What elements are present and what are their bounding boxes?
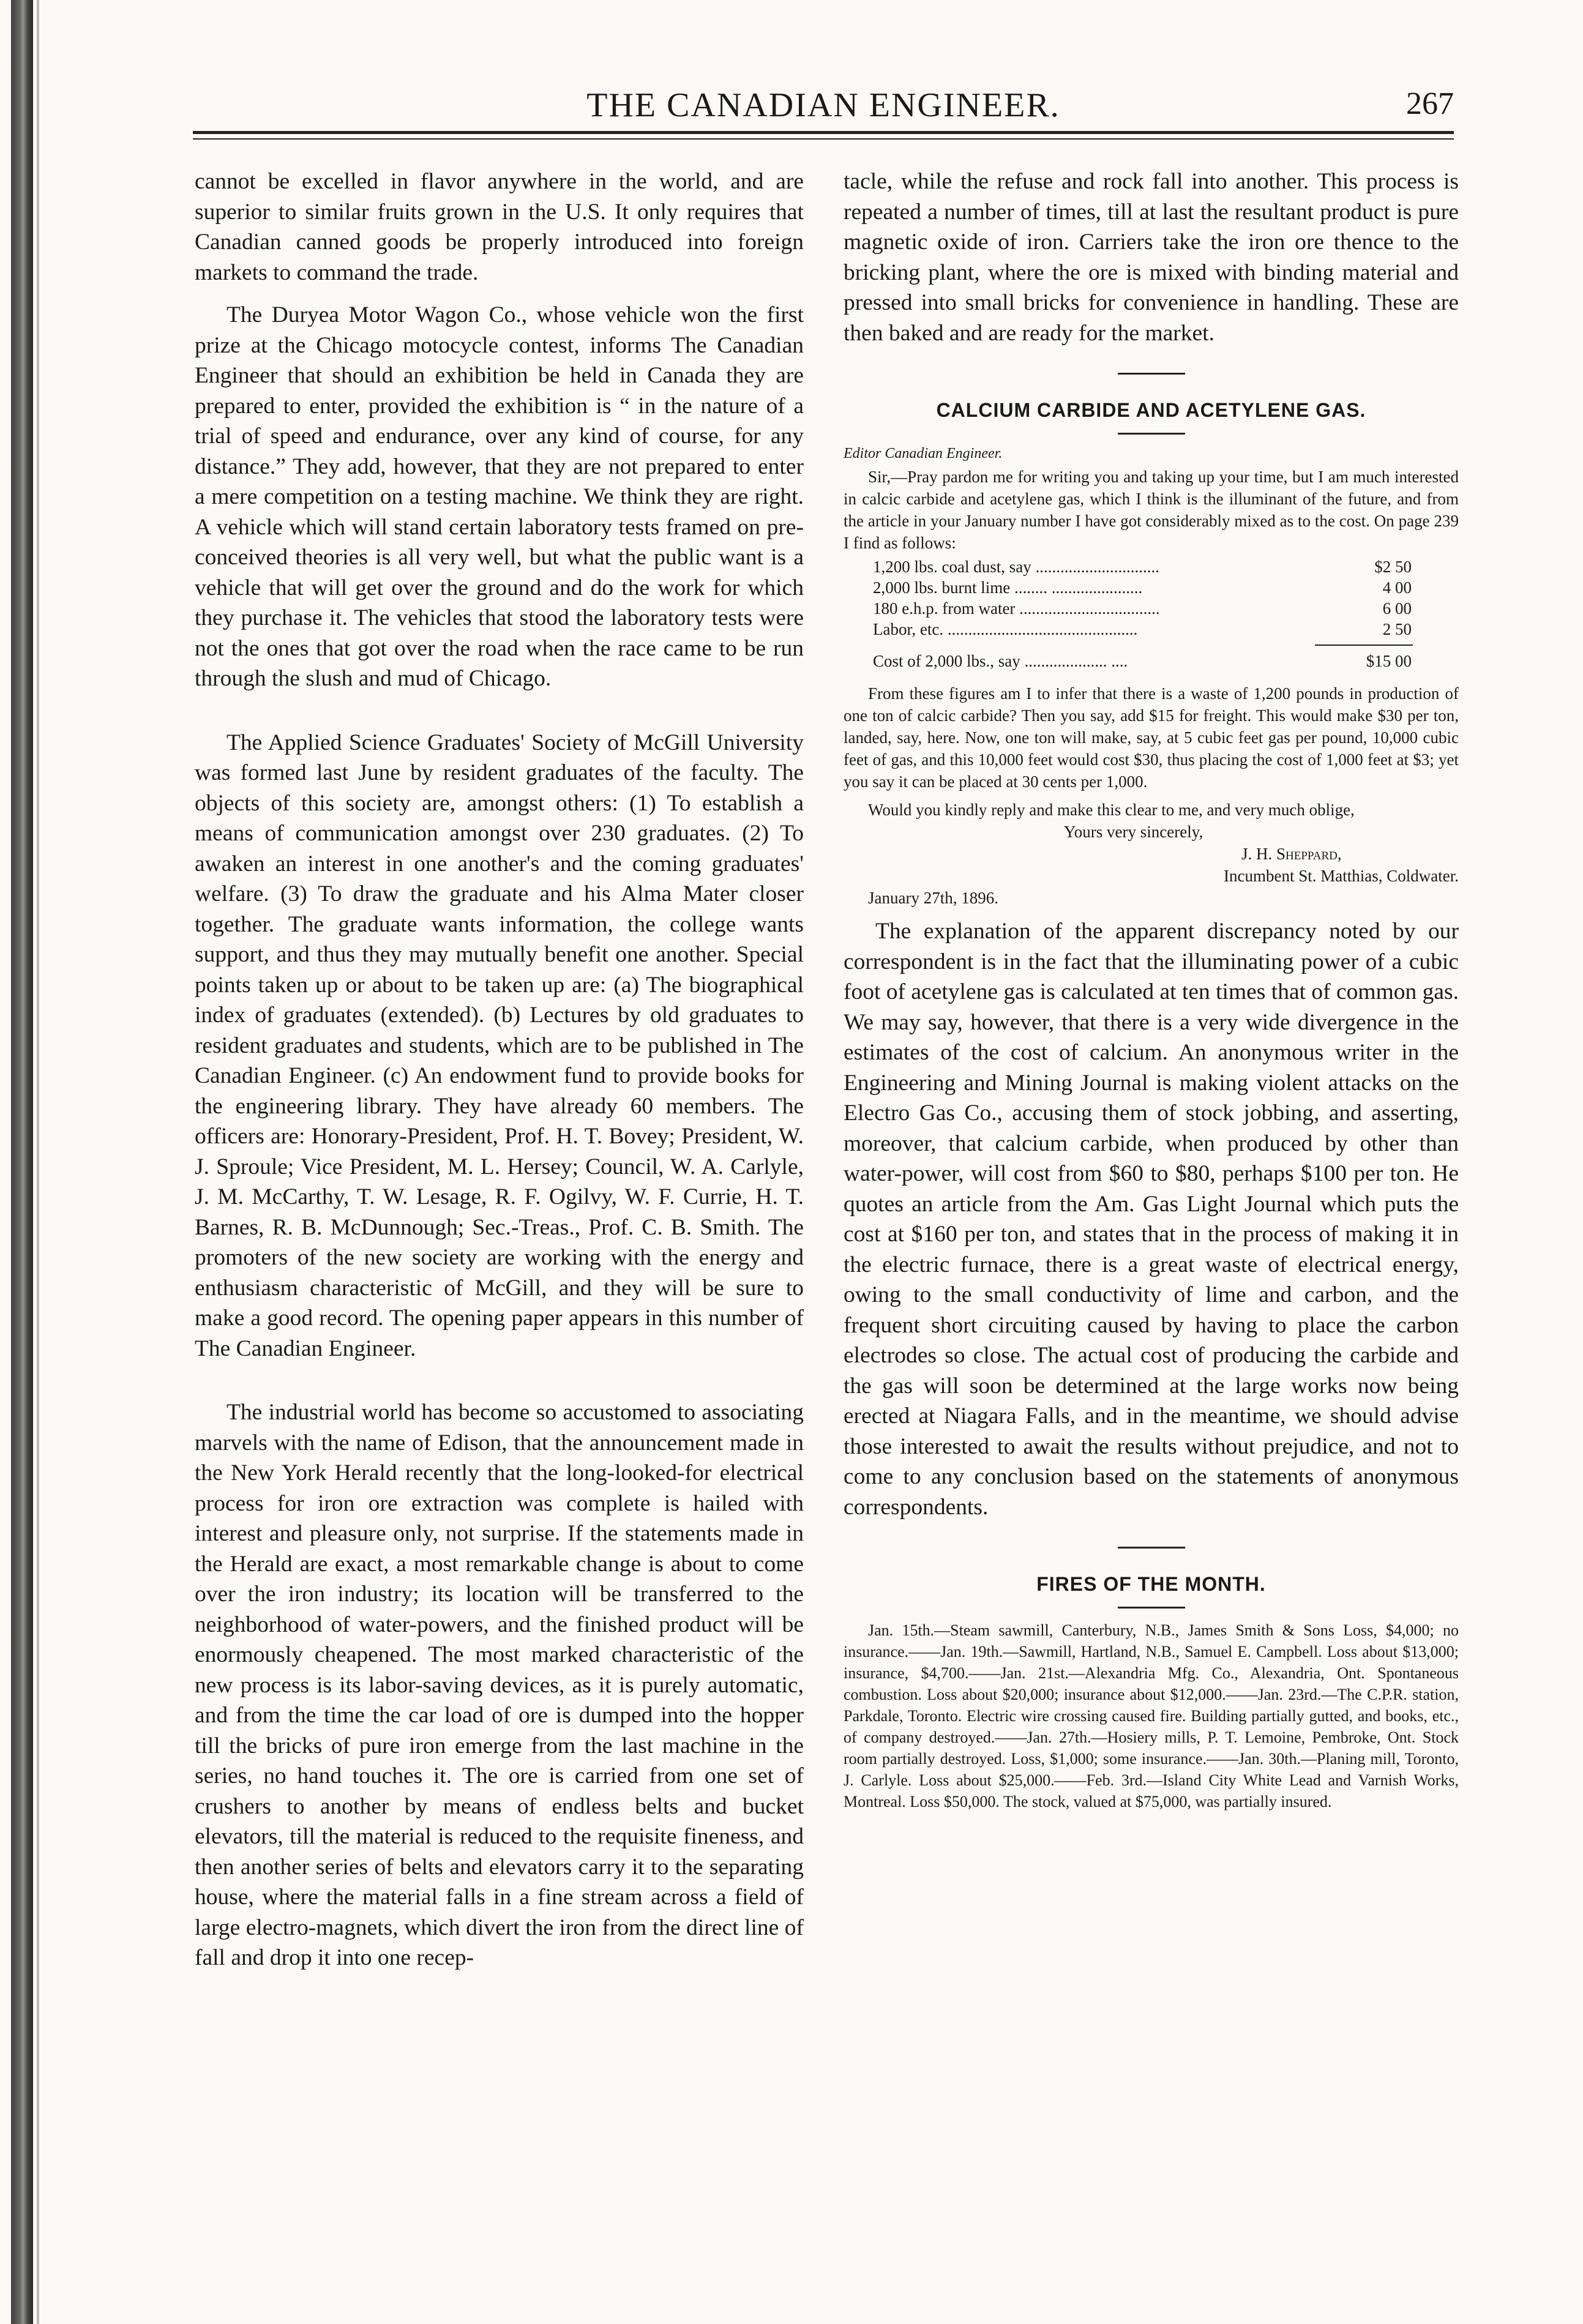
letter-paragraph-2: From these figures am I to infer that there is a waste of 1,200 pounds in production of one ton of calcic carbide? Then you say, add $15 for freight. This would make $30 per ton, landed, say, here. Now, one ton will make, say, at 5 cubic feet gas per pound, 10,000 cubic feet of gas, and this 10,000 feet would cost $30, thus placing the cost of 1,000 feet at $3; yet you say it can be placed at 30 cents per 1,000. — [844, 684, 1459, 791]
paragraph-iron-process-continued: tacle, while the refuse and rock fall into another. This process is repeated a number of times, till at last the resultant product is pure magnetic oxide of iron. Carriers take the iron ore thence to the bricking plant, where the ore is mixed with binding material and pressed into small bricks for convenience in handling. These are then baked and are ready for the market. — [844, 169, 1459, 346]
page-edge-line — [37, 0, 39, 2324]
cost-item: 180 e.h.p. from water .................................. — [873, 599, 1160, 618]
header-rule-thick — [193, 131, 1454, 134]
cost-row — [873, 556, 1412, 577]
letter-sign-off: Yours very sincerely, — [1064, 823, 1203, 841]
page-header — [193, 86, 1454, 135]
fires-heading-rule — [1118, 1607, 1185, 1608]
paragraph-edison-iron: The industrial world has become so accustomed to associating marvels with the name of Edison, that the announcement made in the New York Herald recently that the long-looked-for electrical process for iron ore extraction was complete is hailed with interest and pleasure only, not surprise. If the statements made in the Herald are exact, a most remarkable change is about to come over the iron industry; its location will be transferred to the neighborhood of water-powers, and the finished product will be enormously cheapened. The most marked characteristic of the new process is its labor-saving devices, as it is purely automatic, and from the time the car load of ore is dumped into the hopper till the bricks of pure iron emerge from the last machine in the series, no hand touches it. The ore is carried from one set of crushers to another by means of endless belts and bucket elevators, till the material is reduced to the requisite fineness, and then another series of belts and elevators carry it to the separating house, where the material falls in a fine stream across a field of large electro-magnets, which divert the iron from the direct line of fall and drop it into one recep- — [195, 1400, 804, 1970]
fires-heading: FIRES OF THE MONTH. — [1036, 1573, 1266, 1595]
cost-amount: 6 00 — [1382, 599, 1412, 618]
cost-item: 2,000 lbs. burnt lime ........ ...................... — [873, 578, 1143, 597]
cost-row — [873, 619, 1412, 640]
cost-total-label: Cost of 2,000 lbs., say .................... .... — [873, 652, 1128, 670]
cost-total-rule — [1315, 645, 1413, 646]
cost-total-row — [873, 651, 1412, 671]
cost-item: 1,200 lbs. coal dust, say .............................. — [873, 558, 1159, 576]
header-rule-thin — [193, 138, 1454, 140]
editor-reply: The explanation of the apparent discrepancy noted by our correspondent is in the fact that the illuminating power of a cubic foot of acetylene gas is calculated at ten times that of common gas. We may say, however, that there is a very wide divergence in the estimates of the cost of calcium. An anonymous writer in the Engineering and Mining Journal is making violent attacks on the Electro Gas Co., accusing them of stock jobbing, and asserting, moreover, that calcium carbide, when produced by other than water-power, will cost from $60 to $80, perhaps $100 per ton. He quotes an article from the Am. Gas Light Journal which puts the cost at $160 per ton, and states that in the process of making it in the electric furnace, there is a great waste of electrical energy, owing to the small conductivity of lime and carbon, and the frequent short circuiting caused by having to place the carbon electrodes so close. The actual cost of producing the carbide and the gas will soon be determined at the large works now being erected at Niagara Falls, and in the meantime, we should advise those interested to await the results without prejudice, and not to come to any conclusion based on the statements of anonymous correspondents. — [844, 919, 1459, 1520]
section-divider — [1118, 373, 1185, 375]
cost-amount: $2 50 — [1374, 558, 1412, 576]
fires-list: Jan. 15th.—Steam sawmill, Canterbury, N.B., James Smith & Sons Loss, $4,000; no insurance.——Jan. 19th.—Sawmill, Hartland, N.B., Samuel E. Campbell. Loss about $13,000; insurance, $4,700.——Jan. 21st.—Alexandria Mfg. Co., Alexandria, Ont. Spontaneous combustion. Loss about $20,000; insurance about $12,000.——Jan. 23rd.—The C.P.R. station, Parkdale, Toronto. Electric wire crossing caused fire. Building partially gutted, and books, etc., of company destroyed.——Jan. 27th.—Hosiery mills, P. T. Lemoine, Pembroke, Ont. Stock room partially destroyed. Loss, $1,000; some insurance.——Jan. 30th.—Planing mill, Toronto, J. Carlyle. Loss about $25,000.——Feb. 3rd.—Island City White Lead and Varnish Works, Montreal. Loss $50,000. The stock, valued at $75,000, was partially insured. — [844, 1621, 1459, 1810]
heading-rule — [1118, 433, 1185, 435]
section-divider-2 — [1118, 1547, 1185, 1549]
cost-amount: 2 50 — [1382, 620, 1412, 638]
cost-row — [873, 577, 1412, 598]
paragraph-canned-goods: cannot be excelled in flavor anywhere in the world, and are superior to similar fruits grown in the U.S. It only requires that Canadian canned goods be properly introduced into foreign markets to command the trade. — [195, 169, 804, 285]
letter-paragraph-1: Sir,—Pray pardon me for writing you and taking up your time, but I am much interested in calcic carbide and acetylene gas, which I think is the illuminant of the future, and from the article in your January number I have got considerably mixed as to the cost. On page 239 I find as follows: — [844, 468, 1459, 552]
letter-signer-title: Incumbent St. Matthias, Coldwater. — [1224, 867, 1459, 885]
cost-total-amount: $15 00 — [1366, 652, 1412, 670]
letter-salutation-editor: Editor Canadian Engineer. — [844, 446, 1003, 461]
paragraph-duryea-motor: The Duryea Motor Wagon Co., whose vehicle won the first prize at the Chicago motocycle contest, informs The Canadian Engineer that should an exhibition be held in Canada they are prepared to enter, provided the exhibition is “ in the nature of a trial of speed and endurance, over any kind of course, for any distance.” They add, however, that they are not prepared to enter a mere competition on a testing machine. We think they are right. A vehicle which will stand certain laboratory tests framed on pre-conceived theories is all very well, but what the public want is a vehicle that will get over the ground and do the work for which they purchase it. The vehicles that stood the laboratory tests were not the ones that got over the road when the race came to be run through the slush and mud of Chicago. — [195, 302, 804, 691]
paragraph-mcgill-society: The Applied Science Graduates' Society of McGill University was formed last June by resident graduates of the faculty. The objects of this society are, amongst others: (1) To establish a means of communication amongst over 230 graduates. (2) To awaken an interest in one another's and the coming graduates' welfare. (3) To draw the graduate and his Alma Mater closer together. The graduate wants information, the college wants support, and thus they may mutually benefit one another. Special points taken up or about to be taken up are: (a) The biographical index of graduates (extended). (b) Lectures by old graduates to resident graduates and students, which are to be published in The Canadian Engineer. (c) An endowment fund to provide books for the engineering library. They have already 60 members. The officers are: Honorary-President, Prof. H. T. Bovey; President, W. J. Sproule; Vice President, M. L. Hersey; Council, W. A. Carlyle, J. M. McCarthy, T. W. Lesage, R. F. Ogilvy, W. F. Currie, H. T. Barnes, R. B. McDunnough; Sec.-Treas., Prof. C. B. Smith. The promoters of the new society are working with the energy and enthusiasm characteristic of McGill, and they will be sure to make a good record. The opening paper appears in this number of The Canadian Engineer. — [195, 730, 804, 1361]
cost-item: Labor, etc. .............................................. — [873, 620, 1138, 638]
calcium-carbide-heading: CALCIUM CARBIDE AND ACETYLENE GAS. — [936, 399, 1366, 421]
letter-paragraph-3: Would you kindly reply and make this clear to me, and very much oblige, — [868, 801, 1355, 819]
page-number: 267 — [1406, 86, 1454, 121]
book-binding-edge — [11, 0, 33, 2324]
left-column — [195, 166, 804, 1973]
letter-signer: J. H. Sheppard, — [1241, 845, 1342, 863]
journal-title: THE CANADIAN ENGINEER. — [586, 86, 1060, 124]
cost-amount: 4 00 — [1382, 578, 1412, 597]
letter-date: January 27th, 1896. — [868, 889, 998, 907]
cost-table — [873, 556, 1412, 640]
cost-row — [873, 598, 1412, 619]
right-column — [844, 166, 1459, 1812]
